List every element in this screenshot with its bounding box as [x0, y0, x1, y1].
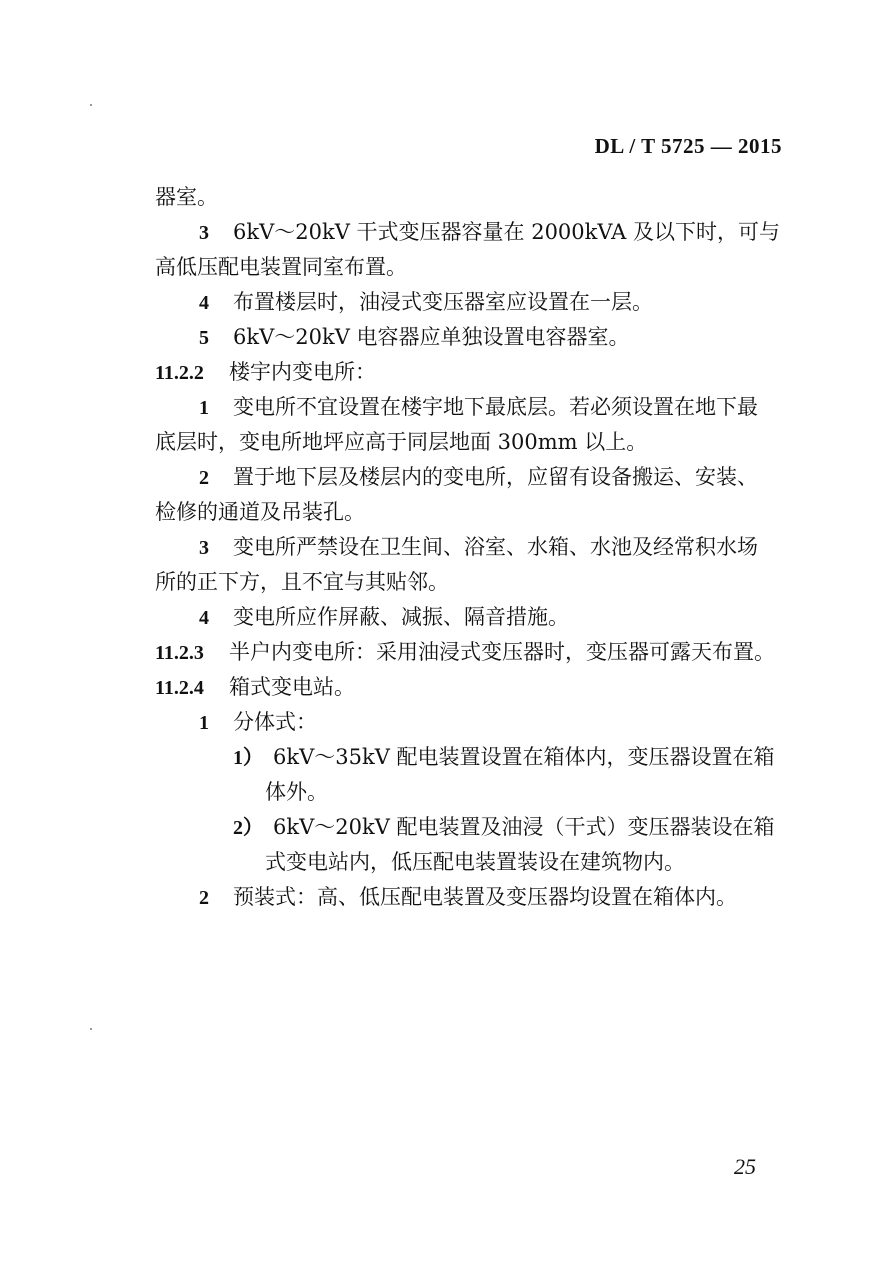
list-item [155, 530, 785, 565]
list-item [155, 705, 785, 740]
sub-item-number: 2） [233, 817, 263, 839]
section-title: 箱式变电站。 [229, 675, 355, 699]
item-number: 2 [199, 887, 209, 909]
list-item [155, 460, 785, 495]
item-text: 置于地下层及楼层内的变电所，应留有设备搬运、安装、 [233, 465, 758, 489]
item-text: 布置楼层时，油浸式变压器室应设置在一层。 [233, 290, 653, 314]
section-number: 11.2.4 [155, 677, 204, 699]
list-item [155, 215, 785, 250]
list-item [155, 390, 785, 425]
item-number: 1 [199, 397, 209, 419]
body-text [155, 180, 785, 915]
text-line: 检修的通道及吊装孔。 [155, 500, 365, 524]
scan-speck [90, 104, 92, 106]
sub-item-text: 6kV～35kV 配电装置设置在箱体内，变压器设置在箱 [273, 745, 775, 769]
item-text: 变电所严禁设在卫生间、浴室、水箱、水池及经常积水场 [233, 535, 758, 559]
sub-list-item [155, 740, 785, 775]
item-text: 变电所应作屏蔽、减振、隔音措施。 [233, 605, 569, 629]
section-heading [155, 355, 785, 390]
item-number: 4 [199, 292, 209, 314]
item-number: 3 [199, 537, 209, 559]
text-line: 式变电站内，低压配电装置装设在建筑物内。 [265, 850, 685, 874]
section-number: 11.2.3 [155, 642, 204, 664]
item-text: 分体式： [233, 710, 317, 734]
section-heading [155, 670, 785, 705]
section-title: 半户内变电所：采用油浸式变压器时，变压器可露天布置。 [229, 640, 775, 664]
item-text: 6kV～20kV 干式变压器容量在 2000kVA 及以下时，可与 [233, 220, 780, 244]
text-line: 底层时，变电所地坪应高于同层地面 300mm 以上。 [155, 430, 648, 454]
text-line: 体外。 [265, 780, 328, 804]
list-item [155, 600, 785, 635]
text-line: 器室。 [155, 185, 218, 209]
list-item [155, 285, 785, 320]
text-line: 高低压配电装置同室布置。 [155, 255, 407, 279]
section-heading [155, 635, 785, 670]
text-line: 所的正下方，且不宜与其贴邻。 [155, 570, 449, 594]
item-text: 预装式：高、低压配电装置及变压器均设置在箱体内。 [233, 885, 737, 909]
item-text: 6kV～20kV 电容器应单独设置电容器室。 [233, 325, 630, 349]
item-number: 3 [199, 222, 209, 244]
sub-list-item [155, 810, 785, 845]
sub-item-text: 6kV～20kV 配电装置及油浸（干式）变压器装设在箱 [273, 815, 775, 839]
list-item [155, 320, 785, 355]
document-code-header: DL / T 5725 — 2015 [594, 134, 782, 158]
page-number: 25 [734, 1154, 756, 1179]
sub-item-number: 1） [233, 747, 263, 769]
list-item [155, 880, 785, 915]
item-text: 变电所不宜设置在楼宇地下最底层。若必须设置在地下最 [233, 395, 758, 419]
item-number: 4 [199, 607, 209, 629]
item-number: 1 [199, 712, 209, 734]
section-title: 楼宇内变电所： [229, 360, 376, 384]
scan-speck [90, 1028, 92, 1030]
item-number: 5 [199, 327, 209, 349]
item-number: 2 [199, 467, 209, 489]
section-number: 11.2.2 [155, 362, 204, 384]
